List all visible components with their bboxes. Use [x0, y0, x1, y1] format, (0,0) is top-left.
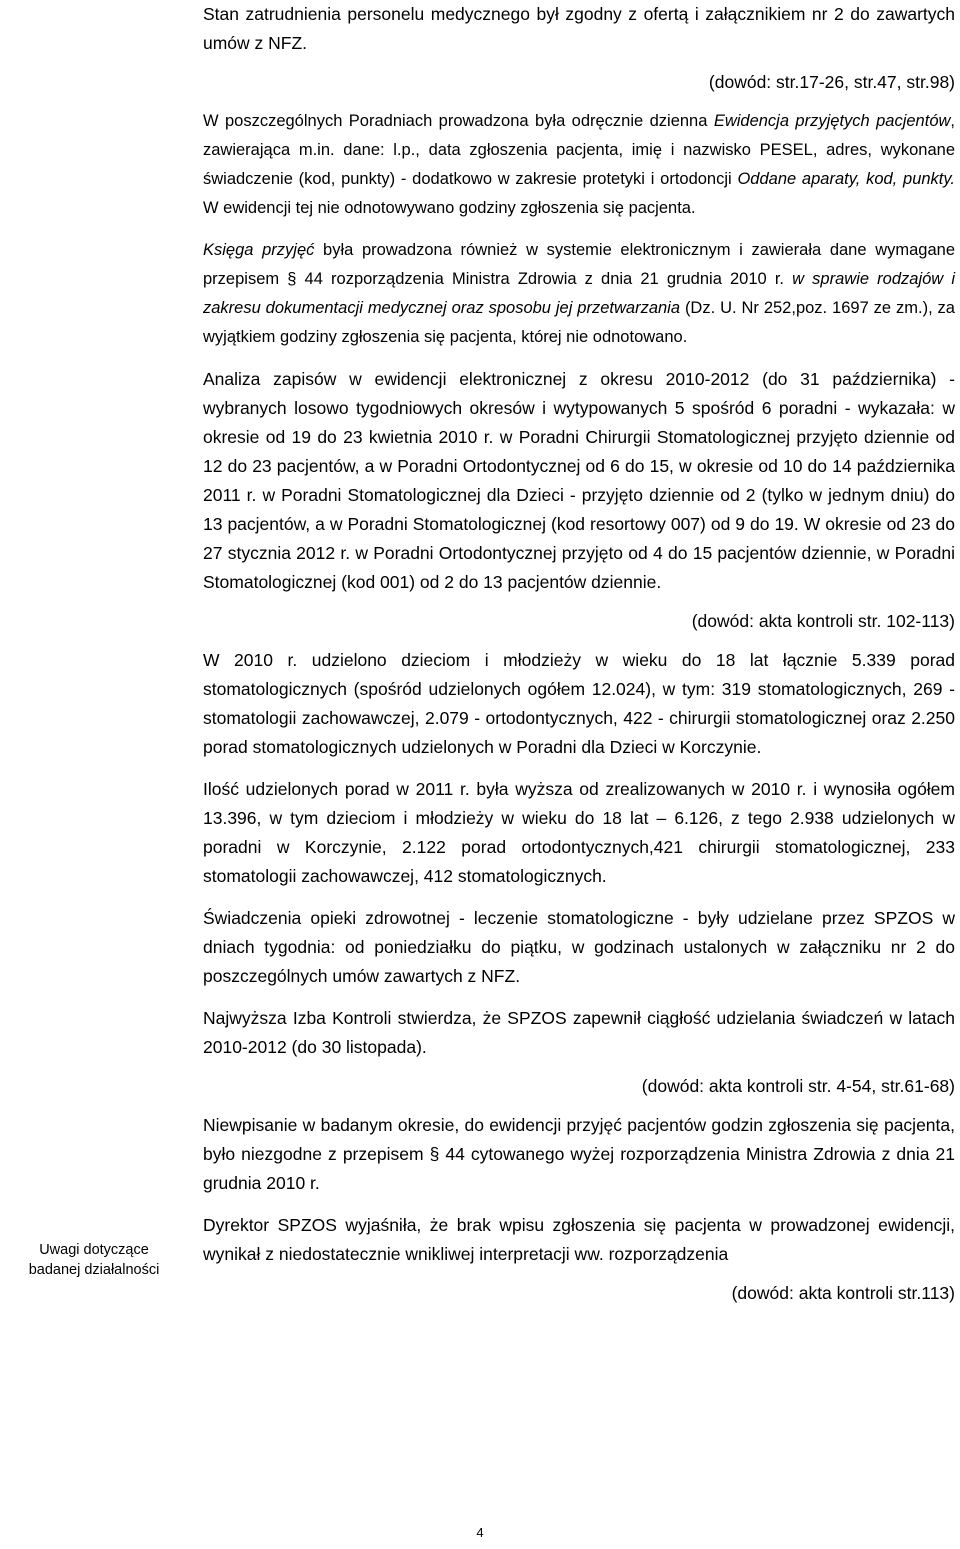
evidence-note-2: (dowód: akta kontroli str. 102-113) [691, 611, 955, 631]
evidence-note-3: (dowód: akta kontroli str. 4-54, str.61-68) [641, 1076, 955, 1096]
evidence-note-1: (dowód: str.17-26, str.47, str.98) [708, 72, 955, 92]
paragraph-director-explanation: Dyrektor SPZOS wyjaśniła, że brak wpisu zgłoszenia się pacjenta w prowadzonej ewidencji, wynikał z niedostatecznie wnikliwej interpretacji ww. rozporządzenia [203, 1215, 955, 1264]
paragraph-register-electronic: Księga przyjęć była prowadzona również w systemie elektronicznym i zawierała dane wymagane przepisem § 44 rozporządzenia Ministra Zdrowia z dnia 21 grudnia 2010 r. w sprawie rodzajów i zakresu dokumentacji medycznej oraz sposobu jej przetwarzania (Dz. U. Nr 252,poz. 1697 ze zm.), za wyjątkiem godziny zgłoszenia się pacjenta, której nie odnotowano. [203, 241, 955, 346]
document-body [203, 0, 955, 1318]
paragraph-staffing: Stan zatrudnienia personelu medycznego był zgodny z ofertą i załącznikiem nr 2 do zawartych umów z NFZ. [203, 4, 955, 53]
page-number: 4 [476, 1525, 484, 1540]
sidebar-note-line-2: badanej działalności [28, 1262, 160, 1278]
paragraph-opening-hours: Świadczenia opieki zdrowotnej - leczenie stomatologiczne - były udzielane przez SPZOS w dniach tygodnia: od poniedziałku do piątku, w godzinach ustalonych w załączniku nr 2 do poszczególnych umów zawartych z NFZ. [203, 908, 955, 986]
paragraph-nik-finding: Najwyższa Izba Kontroli stwierdza, że SPZOS zapewnił ciągłość udzielania świadczeń w latach 2010-2012 (do 30 listopada). [203, 1008, 955, 1057]
paragraph-2010-stats: W 2010 r. udzielono dzieciom i młodzieży w wieku do 18 lat łącznie 5.339 porad stomatologicznych (spośród udzielonych ogółem 12.024), w tym: 319 stomatologicznych, 269 - stomatologii zachowawczej, 2.079 - ortodontycznych, 422 - chirurgii stomatologicznej oraz 2.250 porad stomatologicznych udzielonych w Poradni dla Dzieci w Korczynie. [203, 650, 955, 757]
evidence-note-4: (dowód: akta kontroli str.113) [731, 1283, 955, 1303]
paragraph-analysis: Analiza zapisów w ewidencji elektronicznej z okresu 2010-2012 (do 31 października) - wybranych losowo tygodniowych okresów i wytypowanych 5 spośród 6 poradni - wykazała: w okresie od 19 do 23 kwietnia 2010 r. w Poradni Chirurgii Stomatologicznej przyjęto dziennie od 12 do 23 pacjentów, a w Poradni Ortodontycznej od 6 do 15, w okresie od 10 do 14 października 2011 r. w Poradni Stomatologicznej dla Dzieci - przyjęto dziennie od 2 (tylko w jednym dniu) do 13 pacjentów, a w Poradni Stomatologicznej (kod resortowy 007) od 9 do 19. W okresie od 23 do 27 stycznia 2012 r. w Poradni Ortodontycznej przyjęto od 4 do 15 pacjentów dziennie, w Poradni Stomatologicznej (kod 001) od 2 do 13 pacjentów dziennie. [203, 369, 955, 592]
paragraph-2011-stats: Ilość udzielonych porad w 2011 r. była wyższa od zrealizowanych w 2010 r. i wynosiła ogółem 13.396, w tym dzieciom i młodzieży w wieku do 18 lat – 6.126, z tego 2.938 udzielonych w poradni w Korczynie, 2.122 porad ortodontycznych,421 chirurgii stomatologicznej, 233 stomatologii zachowawczej, 412 stomatologicznych. [203, 779, 955, 886]
sidebar-note [0, 1240, 188, 1280]
paragraph-register-manual: W poszczególnych Poradniach prowadzona była odręcznie dzienna Ewidencja przyjętych pacjentów, zawierająca m.in. dane: l.p., data zgłoszenia pacjenta, imię i nazwisko PESEL, adres, wykonane świadczenie (kod, punkty) - dodatkowo w zakresie protetyki i ortodoncji Oddane aparaty, kod, punkty. W ewidencji tej nie odnotowywano godziny zgłoszenia się pacjenta. [203, 112, 956, 217]
paragraph-irregularity: Niewpisanie w badanym okresie, do ewidencji przyjęć pacjentów godzin zgłoszenia się pacjenta, było niezgodne z przepisem § 44 cytowanego wyżej rozporządzenia Ministra Zdrowia z dnia 21 grudnia 2010 r. [203, 1115, 955, 1193]
sidebar-note-line-1: Uwagi dotyczące [39, 1242, 149, 1258]
